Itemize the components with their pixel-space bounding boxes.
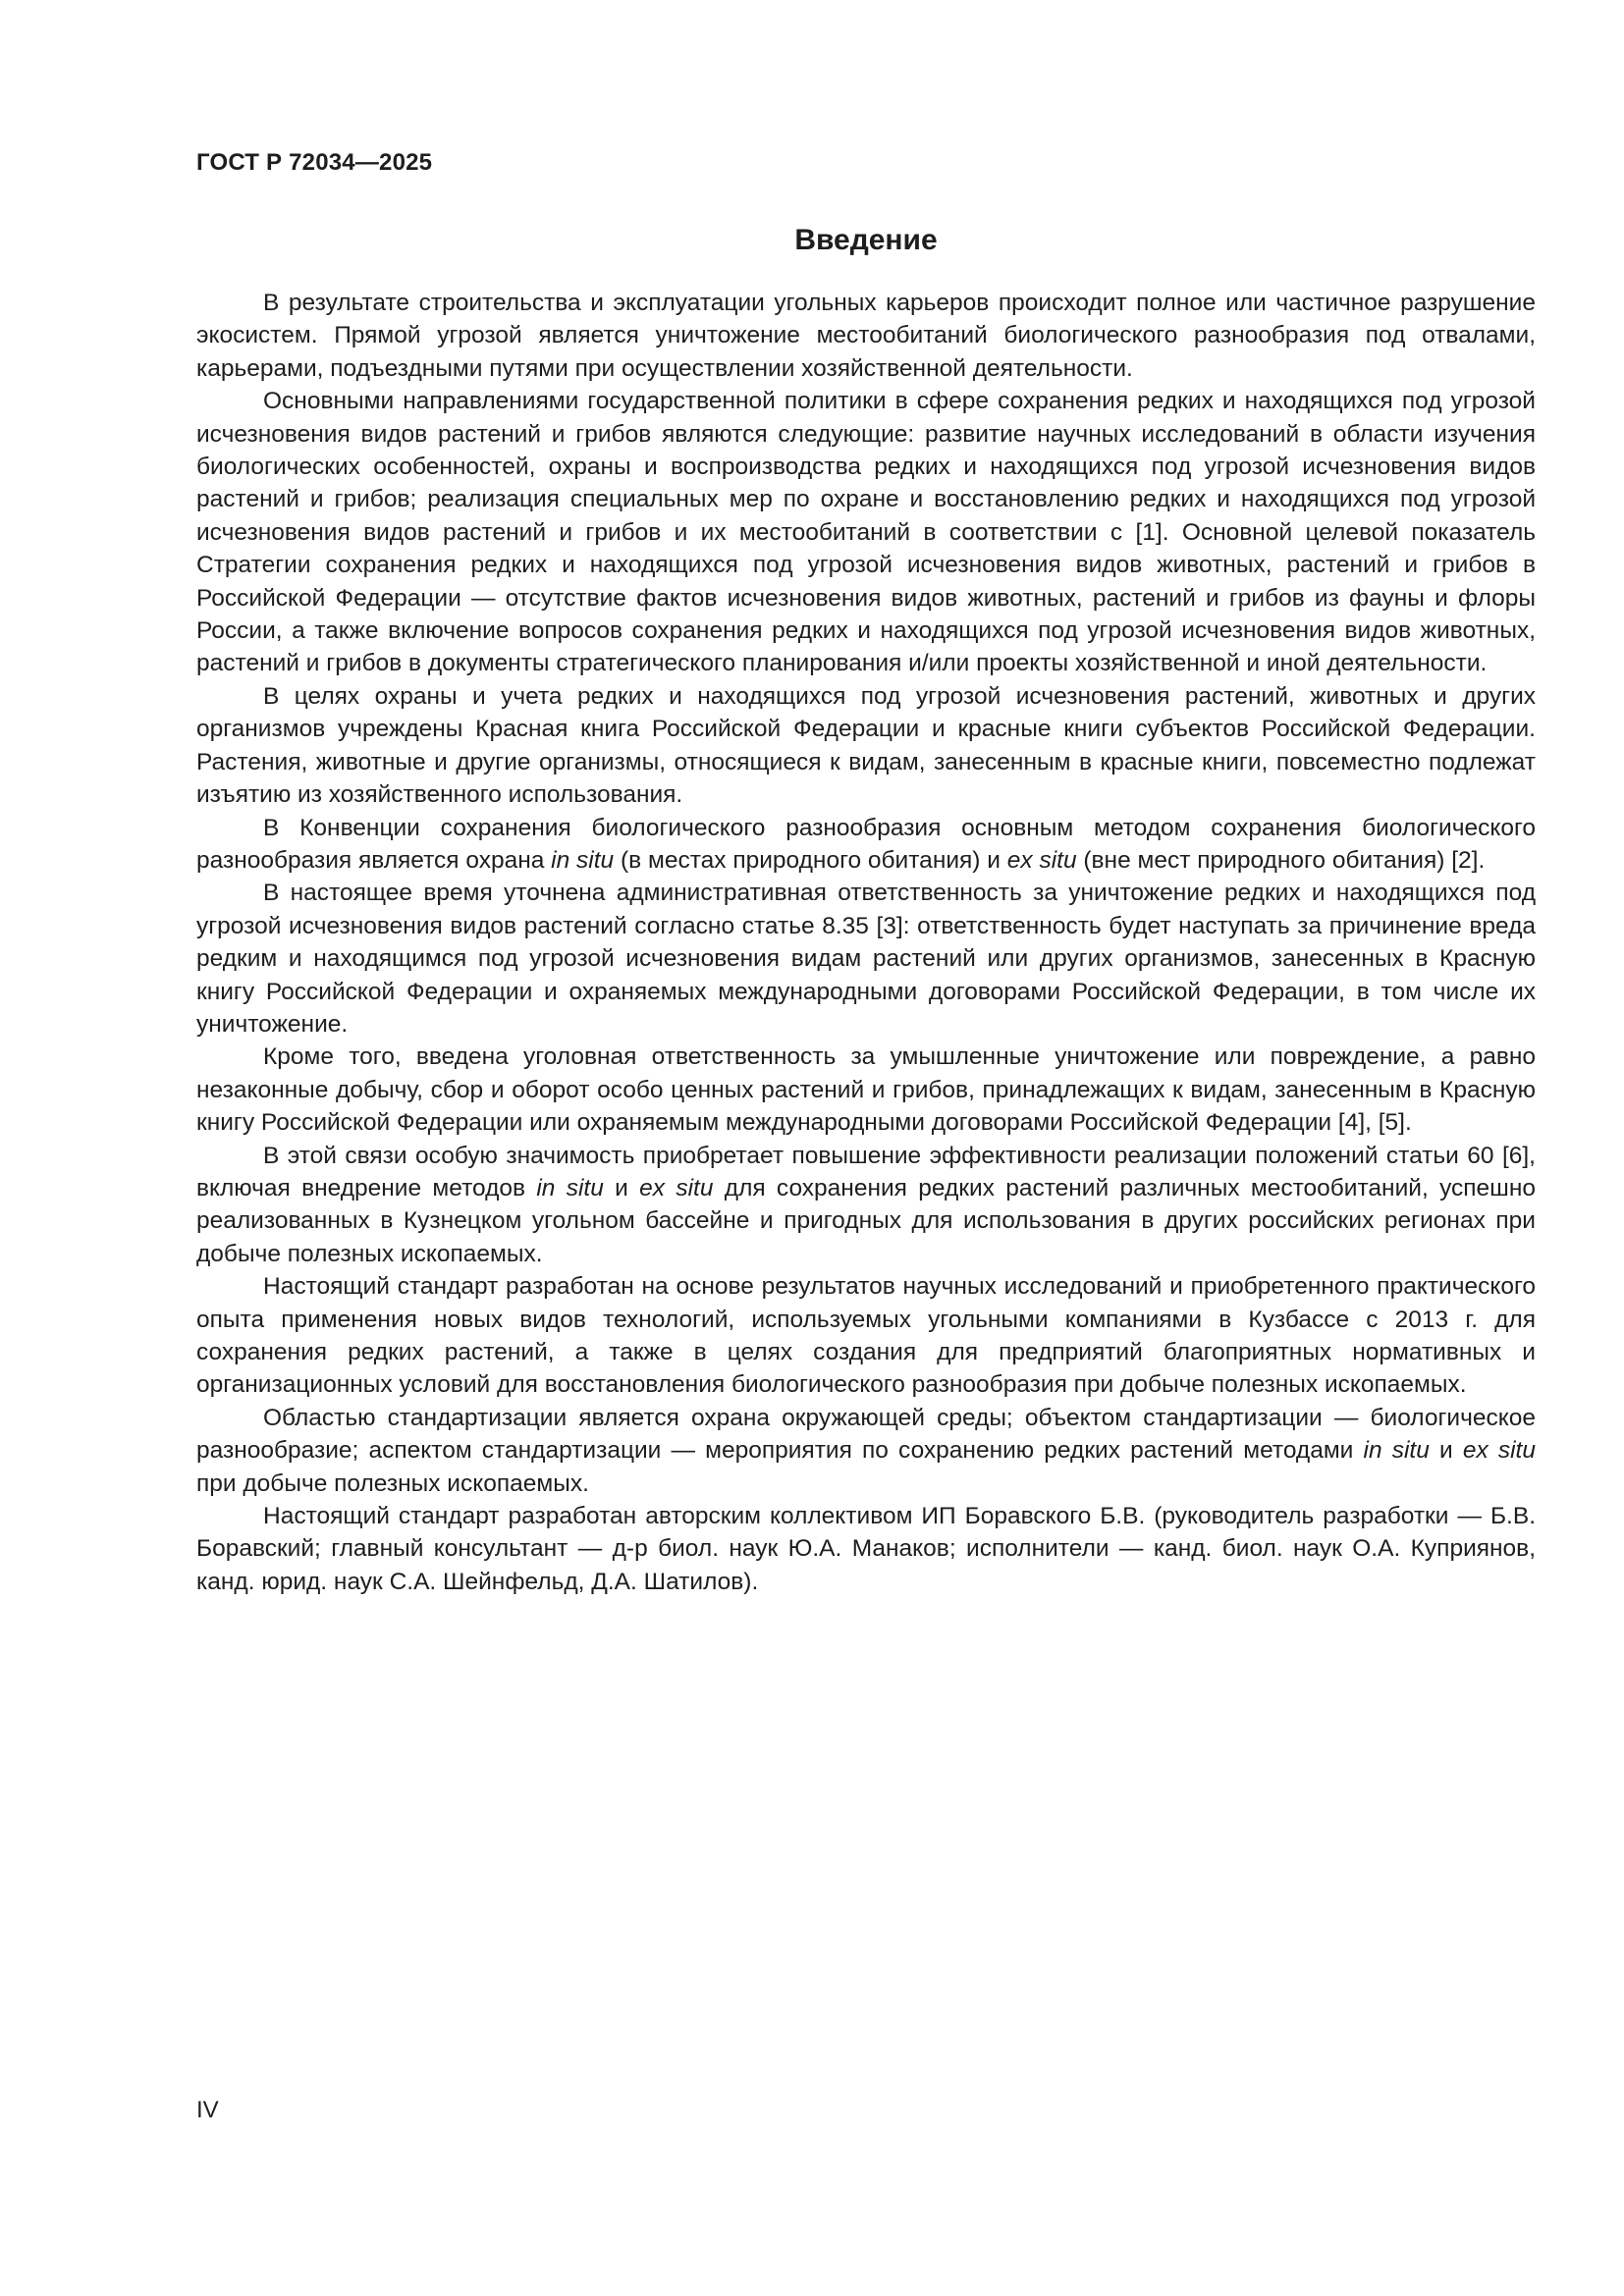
paragraph xyxy=(196,680,1536,812)
paragraph xyxy=(196,385,1536,680)
text-run: (в местах природного обитания) и xyxy=(614,846,1007,874)
paragraph xyxy=(196,287,1536,385)
text-run: В результате строительства и эксплуатации угольных карьеров происходит полное или частичное разрушение экосистем. Прямой угрозой является уничтожение местообитаний биологического разнообразия под отвалами, карьерами, подъездными путями при осуществлении хозяйственной деятельности. xyxy=(196,290,1536,382)
italic-term: ex situ xyxy=(1006,846,1077,874)
text-run: Настоящий стандарт разработан авторским коллективом ИП Боравского Б.В. (руководитель разработки — Б.В. Боравский; главный консультант — д-р биол. наук Ю.А. Манаков; исполнители — канд. биол. наук О.А. Куприянов, канд. юрид. наук С.А. Шейнфельд, Д.А. Шатилов). xyxy=(196,1503,1536,1595)
paragraph xyxy=(196,1500,1536,1598)
text-run: В целях охраны и учета редких и находящихся под угрозой исчезновения растений, животных и других организмов учреждены Красная книга Российской Федерации и красные книги субъектов Российской Федерации. Растения, животные и другие организмы, относящиеся к видам, занесенным в красные книги, повсеместно подлежат изъятию из хозяйственного использования. xyxy=(196,682,1536,809)
paragraph xyxy=(196,1140,1536,1271)
paragraph xyxy=(196,877,1536,1041)
text-run: Кроме того, введена уголовная ответственность за умышленные уничтожение или повреждение, а равно незаконные добычу, сбор и оборот особо ценных растений и грибов, принадлежащих к видам, занесенным в Красную книгу Российской Федерации или охраняемым международными договорами Российской Федерации [4], [5]. xyxy=(196,1043,1536,1137)
body-text xyxy=(196,287,1536,1598)
page-number: IV xyxy=(196,2097,219,2123)
paragraph xyxy=(196,1041,1536,1139)
text-run: Настоящий стандарт разработан на основе результатов научных исследований и приобретенного практического опыта применения новых видов технологий, используемых угольными компаниями в Кузбассе с 2013 г. для сохранения редких растений, а также в целях создания для предприятий благоприятных нормативных и организационных условий для восстановления биологического разнообразия при добыче полезных ископаемых. xyxy=(196,1273,1536,1399)
italic-term: in situ xyxy=(1363,1437,1430,1465)
section-title: Введение xyxy=(794,224,938,256)
standard-code: ГОСТ Р 72034—2025 xyxy=(196,149,433,176)
paragraph xyxy=(196,812,1536,878)
text-run: (вне мест природного обитания) [2]. xyxy=(1076,846,1486,874)
text-run: В этой связи особую значимость приобретает повышение эффективности реализации положений статьи 60 [6], включая внедрение методов xyxy=(196,1142,1536,1201)
text-run: В настоящее время уточнена административная ответственность за уничтожение редких и находящихся под угрозой исчезновения видов растений согласно статье 8.35 [3]: ответственность будет наступать за причинение вреда редким и находящимся под угрозой исчезновения видам растений или других организмов, занесенных в Красную книгу Российской Федерации и охраняемых международными договорами Российской Федерации, в том числе их уничтожение. xyxy=(196,880,1536,1038)
text-run: В Конвенции сохранения биологического разнообразия основным методом сохранения биологического разнообразия является охрана xyxy=(196,814,1536,874)
text-run: Областью стандартизации является охрана окружающей среды; объектом стандартизации — биологическое разнообразие; аспектом стандартизации — мероприятия по сохранению редких растений методами xyxy=(196,1404,1536,1465)
paragraph xyxy=(196,1270,1536,1402)
text-run: и xyxy=(1429,1437,1463,1465)
italic-term: ex situ xyxy=(639,1174,714,1201)
text-run: при добыче полезных ископаемых. xyxy=(196,1469,589,1497)
text-run: и xyxy=(603,1174,640,1201)
italic-term: in situ xyxy=(551,846,615,874)
text-run: для сохранения редких растений различных местообитаний, успешно реализованных в Кузнецком угольном бассейне и пригодных для использования в других российских регионах при добыче полезных ископаемых. xyxy=(196,1174,1536,1267)
text-run: Основными направлениями государственной политики в сфере сохранения редких и находящихся под угрозой исчезновения видов растений и грибов являются следующие: развитие научных исследований в области изучения биологических особенностей, охраны и воспроизводства редких и находящихся под угрозой исчезновения видов растений и грибов; реализация специальных мер по охране и восстановлению редких и находящихся под угрозой исчезновения видов растений и грибов и их местообитаний в соответствии с [1]. Основной целевой показатель Стратегии сохранения редких и находящихся под угрозой исчезновения видов животных, растений и грибов в Российской Федерации — отсутствие фактов исчезновения видов животных, растений и грибов из фауны и флоры России, а также включение вопросов сохранения редких и находящихся под угрозой исчезновения видов животных, растений и грибов в документы стратегического планирования и/или проекты хозяйственной и иной деятельности. xyxy=(196,388,1536,677)
italic-term: ex situ xyxy=(1462,1437,1536,1465)
paragraph xyxy=(196,1402,1536,1500)
italic-term: in situ xyxy=(536,1174,604,1201)
